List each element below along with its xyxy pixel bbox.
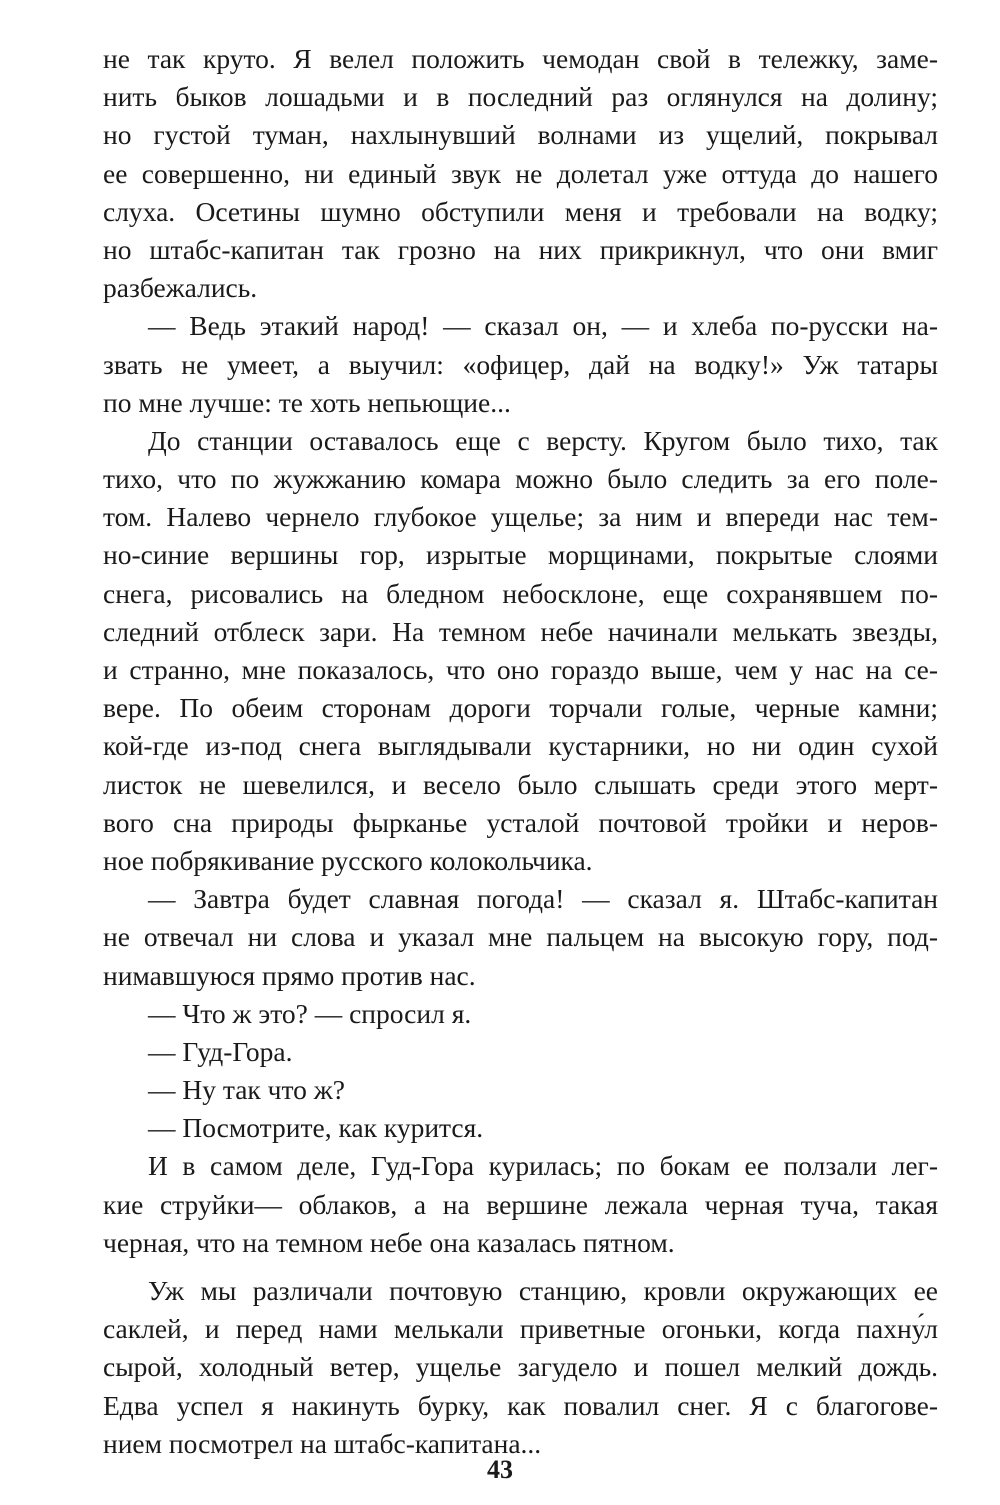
paragraph (103, 995, 938, 1033)
text-line: кие струйки— облаков, а на вершине лежала черная туча, такая (103, 1188, 938, 1220)
paragraph (103, 40, 938, 307)
paragraph (103, 422, 938, 880)
paragraph (103, 307, 938, 422)
text-line: но штабс-капитан так грозно на них прикрикнул, что они вмиг (103, 233, 938, 265)
text-line: — Гуд-Гора. (148, 1035, 293, 1067)
text-line: черная, что на темном небе она казалась пятном. (103, 1226, 675, 1258)
page-number: 43 (487, 1455, 513, 1484)
paragraph (103, 1109, 938, 1147)
text-line: звать не умеет, а выучил: «офицер, дай на водку!» Уж татары (103, 348, 938, 380)
text-line: вого сна природы фырканье усталой почтовой тройки и неров- (103, 806, 938, 838)
paragraph (103, 1147, 938, 1262)
text-line: по мне лучше: те хоть непьющие... (103, 386, 511, 418)
paragraph (103, 1071, 938, 1109)
text-line: — Посмотрите, как курится. (148, 1112, 484, 1144)
text-line: разбежались. (103, 272, 258, 304)
text-line: листок не шевелился, и весело было слышать среди этого мерт- (103, 768, 938, 800)
paragraph (103, 1033, 938, 1071)
paragraph (103, 880, 938, 995)
body-text (103, 40, 938, 1463)
text-line: саклей, и перед нами мелькали приветные огоньки, когда пахну́л (103, 1313, 938, 1345)
text-line: ное побрякивание русского колокольчика. (103, 844, 593, 876)
text-line: и странно, мне показалось, что оно гораздо выше, чем у нас на се- (103, 654, 938, 685)
text-line: — Что ж это? — спросил я. (148, 997, 472, 1029)
text-line: но-синие вершины гор, изрытые морщинами, покрытые слоями (103, 539, 938, 571)
text-line: ее совершенно, ни единый звук не долетал уже оттуда до нашего (103, 157, 938, 189)
text-line: тихо, что по жужжанию комара можно было следить за его поле- (103, 463, 938, 495)
paragraph-spacer (103, 1262, 938, 1272)
text-line: — Завтра будет славная погода! — сказал я. Штабс-капитан (148, 883, 938, 915)
text-line: — Ведь этакий народ! — сказал он, — и хлеба по-русски на- (148, 310, 938, 342)
text-line: сырой, холодный ветер, ущелье загудело и пошел мелкий дождь. (103, 1351, 938, 1383)
text-line: — Ну так что ж? (148, 1074, 345, 1106)
text-line: не отвечал ни слова и указал мне пальцем на высокую гору, под- (103, 921, 938, 953)
text-line: Уж мы различали почтовую станцию, кровли окружающих ее (148, 1275, 938, 1306)
text-line: том. Налево чернело глубокое ущелье; за ним и впереди нас тем- (103, 501, 938, 533)
text-line: Едва успел я накинуть бурку, как повалил снег. Я с благогове- (103, 1389, 938, 1421)
text-line: но густой туман, нахлынувший волнами из ущелий, покрывал (103, 119, 938, 151)
paragraph (103, 1272, 938, 1463)
text-line: нимавшуюся прямо против нас. (103, 959, 476, 991)
text-line: И в самом деле, Гуд-Гора курилась; по бокам ее ползали лег- (148, 1150, 938, 1182)
text-line: слуха. Осетины шумно обступили меня и требовали на водку; (103, 195, 938, 227)
text-line: До станции оставалось еще с версту. Кругом было тихо, так (148, 424, 938, 456)
text-line: кой-где из-под снега выглядывали кустарники, но ни один сухой (103, 730, 938, 762)
text-line: снега, рисовались на бледном небосклоне, еще сохранявшем по- (103, 577, 938, 609)
text-line: нием посмотрел на штабс-капитана... (103, 1427, 542, 1459)
text-line: нить быков лошадьми и в последний раз оглянулся на долину; (103, 81, 938, 113)
text-line: следний отблеск зари. На темном небе начинали мелькать звезды, (103, 615, 938, 647)
text-line: вере. По обеим сторонам дороги торчали голые, черные камни; (103, 692, 938, 724)
text-line: не так круто. Я велел положить чемодан свой в тележку, заме- (103, 43, 938, 74)
